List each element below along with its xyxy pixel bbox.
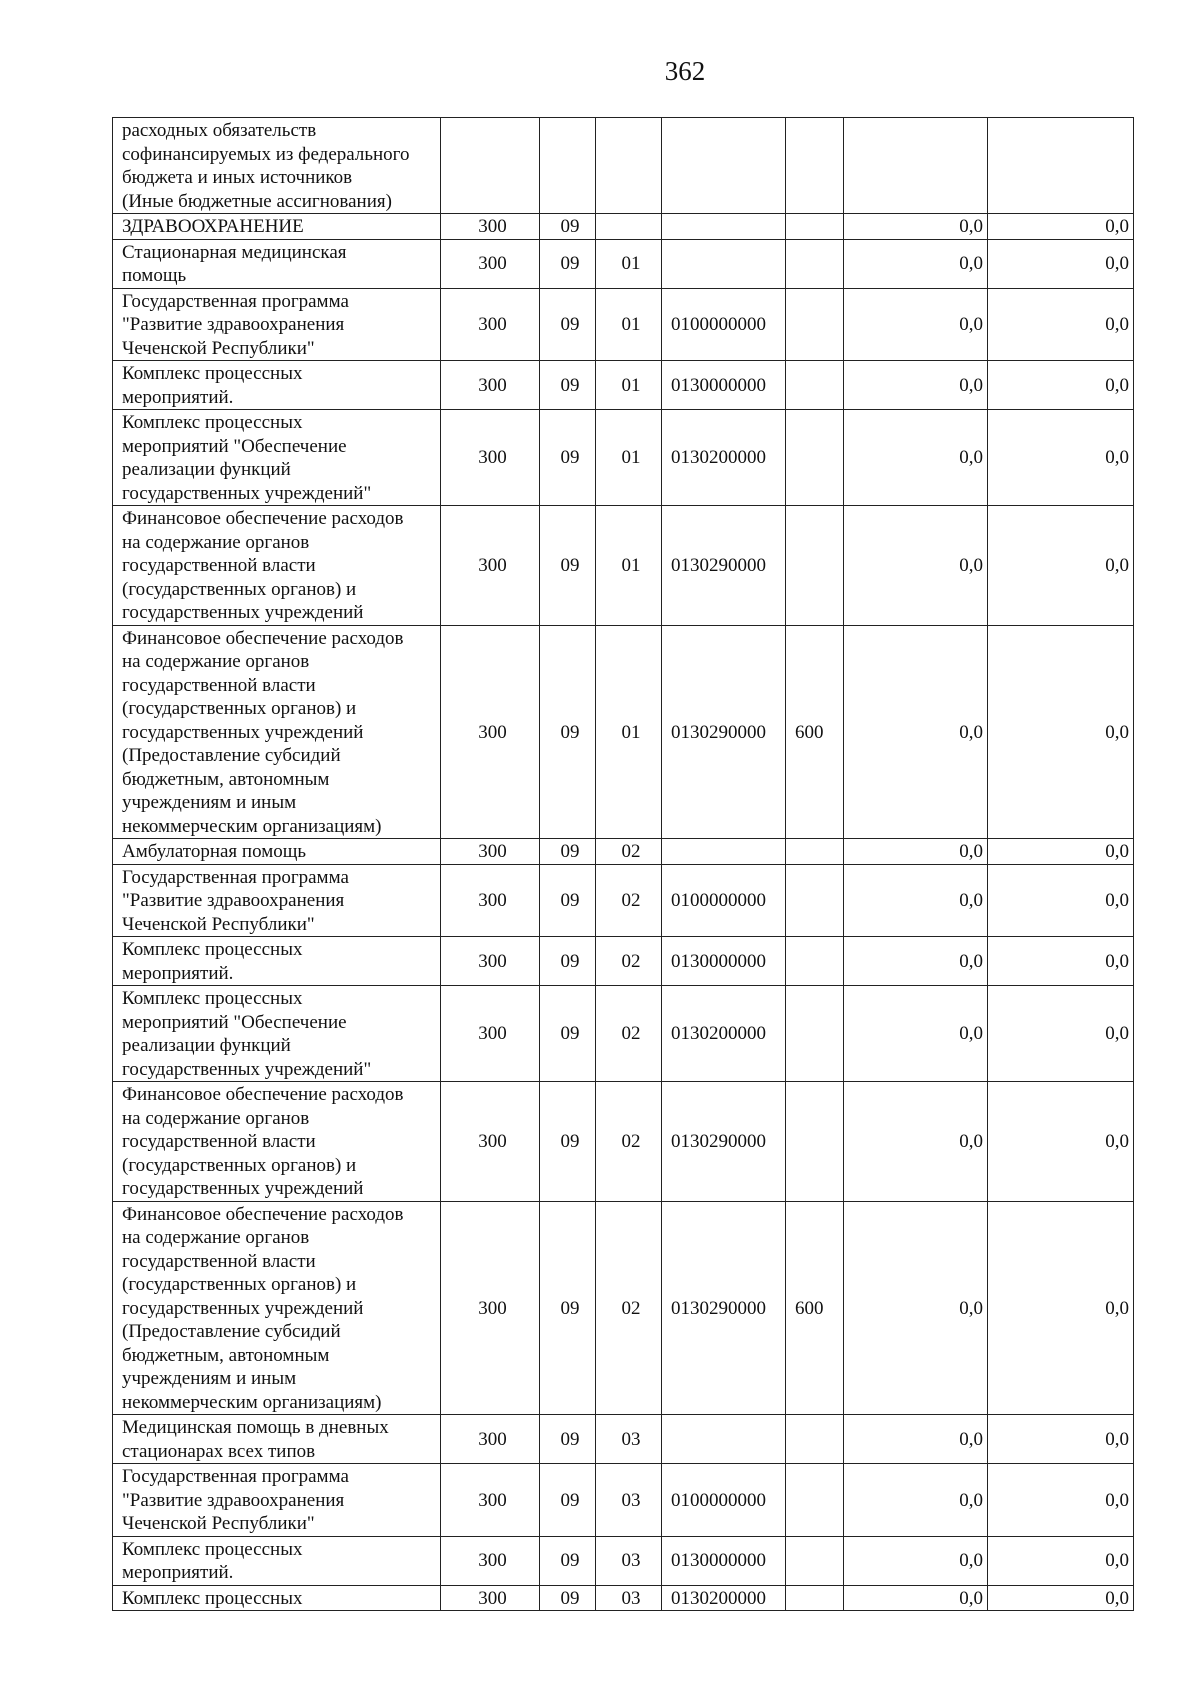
section-cell: 09 <box>540 937 596 986</box>
amount-cell-1: 0,0 <box>844 625 988 839</box>
row-name: Финансовое обеспечение расходов на содержание органов государственной власти (государственных органов) и государственных учреждений <box>113 1082 441 1202</box>
amount-cell-2: 0,0 <box>988 937 1134 986</box>
amount-cell-1: 0,0 <box>844 986 988 1082</box>
expense-type-cell <box>786 839 844 865</box>
table-row <box>113 937 1134 986</box>
amount-cell-1: 0,0 <box>844 1201 988 1415</box>
amount-cell-2: 0,0 <box>988 986 1134 1082</box>
expense-type-cell <box>786 1415 844 1464</box>
code-cell: 300 <box>441 506 540 626</box>
target-article-cell <box>662 1415 786 1464</box>
section-cell: 09 <box>540 1415 596 1464</box>
amount-cell-1: 0,0 <box>844 410 988 506</box>
target-article-cell <box>662 839 786 865</box>
subsection-cell <box>596 214 662 240</box>
expense-type-cell <box>786 1464 844 1537</box>
amount-cell-2: 0,0 <box>988 864 1134 937</box>
amount-cell-2: 0,0 <box>988 1536 1134 1585</box>
amount-cell-2: 0,0 <box>988 1585 1134 1611</box>
subsection-cell: 01 <box>596 239 662 288</box>
table-row <box>113 239 1134 288</box>
expense-type-cell: 600 <box>786 1201 844 1415</box>
subsection-cell: 02 <box>596 1082 662 1202</box>
code-cell: 300 <box>441 214 540 240</box>
target-article-cell: 0130200000 <box>662 410 786 506</box>
target-article-cell: 0130290000 <box>662 1082 786 1202</box>
subsection-cell <box>596 118 662 214</box>
row-name: Финансовое обеспечение расходов на содержание органов государственной власти (государственных органов) и государственных учреждений (Предоставление субсидий бюджетным, автономным учреждениям и иным некоммерческим организациям) <box>113 1201 441 1415</box>
row-name: Комплекс процессных мероприятий. <box>113 1536 441 1585</box>
amount-cell-1 <box>844 118 988 214</box>
subsection-cell: 03 <box>596 1415 662 1464</box>
table-row <box>113 1415 1134 1464</box>
table-row <box>113 839 1134 865</box>
amount-cell-2: 0,0 <box>988 239 1134 288</box>
code-cell: 300 <box>441 1585 540 1611</box>
amount-cell-1: 0,0 <box>844 214 988 240</box>
section-cell: 09 <box>540 1585 596 1611</box>
target-article-cell: 0100000000 <box>662 288 786 361</box>
subsection-cell: 02 <box>596 1201 662 1415</box>
subsection-cell: 01 <box>596 361 662 410</box>
row-name: Финансовое обеспечение расходов на содержание органов государственной власти (государственных органов) и государственных учреждений (Предоставление субсидий бюджетным, автономным учреждениям и иным некоммерческим организациям) <box>113 625 441 839</box>
amount-cell-2: 0,0 <box>988 625 1134 839</box>
amount-cell-2: 0,0 <box>988 214 1134 240</box>
subsection-cell: 02 <box>596 937 662 986</box>
subsection-cell: 02 <box>596 839 662 865</box>
code-cell: 300 <box>441 986 540 1082</box>
code-cell: 300 <box>441 288 540 361</box>
amount-cell-1: 0,0 <box>844 288 988 361</box>
row-name: Государственная программа "Развитие здравоохранения Чеченской Республики" <box>113 864 441 937</box>
target-article-cell <box>662 118 786 214</box>
expense-type-cell <box>786 506 844 626</box>
code-cell: 300 <box>441 1415 540 1464</box>
table-body <box>113 118 1134 1611</box>
expense-type-cell <box>786 937 844 986</box>
subsection-cell: 01 <box>596 410 662 506</box>
row-name: Комплекс процессных мероприятий. <box>113 937 441 986</box>
section-cell: 09 <box>540 239 596 288</box>
amount-cell-1: 0,0 <box>844 239 988 288</box>
table-row <box>113 214 1134 240</box>
target-article-cell: 0100000000 <box>662 1464 786 1537</box>
section-cell: 09 <box>540 288 596 361</box>
amount-cell-1: 0,0 <box>844 1464 988 1537</box>
amount-cell-2: 0,0 <box>988 361 1134 410</box>
section-cell: 09 <box>540 986 596 1082</box>
target-article-cell: 0130200000 <box>662 986 786 1082</box>
table-row <box>113 1082 1134 1202</box>
amount-cell-2: 0,0 <box>988 410 1134 506</box>
table-row <box>113 1464 1134 1537</box>
expense-type-cell <box>786 1536 844 1585</box>
table-row <box>113 361 1134 410</box>
expense-type-cell <box>786 1082 844 1202</box>
table-row <box>113 410 1134 506</box>
amount-cell-2: 0,0 <box>988 1464 1134 1537</box>
code-cell: 300 <box>441 937 540 986</box>
code-cell: 300 <box>441 361 540 410</box>
row-name: Амбулаторная помощь <box>113 839 441 865</box>
target-article-cell: 0130290000 <box>662 506 786 626</box>
section-cell: 09 <box>540 625 596 839</box>
table-row <box>113 1585 1134 1611</box>
section-cell: 09 <box>540 1082 596 1202</box>
budget-table <box>112 117 1134 1611</box>
subsection-cell: 01 <box>596 625 662 839</box>
expense-type-cell <box>786 239 844 288</box>
section-cell: 09 <box>540 1464 596 1537</box>
amount-cell-2: 0,0 <box>988 1082 1134 1202</box>
code-cell: 300 <box>441 1201 540 1415</box>
section-cell: 09 <box>540 839 596 865</box>
target-article-cell: 0130000000 <box>662 361 786 410</box>
row-name: Комплекс процессных мероприятий "Обеспечение реализации функций государственных учреждений" <box>113 986 441 1082</box>
subsection-cell: 03 <box>596 1585 662 1611</box>
code-cell <box>441 118 540 214</box>
target-article-cell: 0130290000 <box>662 625 786 839</box>
expense-type-cell <box>786 864 844 937</box>
section-cell: 09 <box>540 361 596 410</box>
row-name: расходных обязательств софинансируемых из федерального бюджета и иных источников (Иные бюджетные ассигнования) <box>113 118 441 214</box>
row-name: Комплекс процессных мероприятий. <box>113 361 441 410</box>
code-cell: 300 <box>441 410 540 506</box>
table-row <box>113 118 1134 214</box>
amount-cell-1: 0,0 <box>844 1082 988 1202</box>
amount-cell-2: 0,0 <box>988 1201 1134 1415</box>
code-cell: 300 <box>441 625 540 839</box>
code-cell: 300 <box>441 1536 540 1585</box>
row-name: Комплекс процессных мероприятий "Обеспечение реализации функций государственных учреждений" <box>113 410 441 506</box>
section-cell <box>540 118 596 214</box>
code-cell: 300 <box>441 839 540 865</box>
code-cell: 300 <box>441 864 540 937</box>
section-cell: 09 <box>540 410 596 506</box>
amount-cell-1: 0,0 <box>844 1536 988 1585</box>
row-name: Государственная программа "Развитие здравоохранения Чеченской Республики" <box>113 288 441 361</box>
section-cell: 09 <box>540 1536 596 1585</box>
target-article-cell: 0130200000 <box>662 1585 786 1611</box>
table-row <box>113 864 1134 937</box>
section-cell: 09 <box>540 864 596 937</box>
amount-cell-2: 0,0 <box>988 288 1134 361</box>
table-row <box>113 625 1134 839</box>
target-article-cell: 0130290000 <box>662 1201 786 1415</box>
subsection-cell: 03 <box>596 1464 662 1537</box>
table-row <box>113 506 1134 626</box>
table-row <box>113 1201 1134 1415</box>
table-row <box>113 288 1134 361</box>
amount-cell-1: 0,0 <box>844 506 988 626</box>
section-cell: 09 <box>540 214 596 240</box>
amount-cell-1: 0,0 <box>844 839 988 865</box>
amount-cell-1: 0,0 <box>844 864 988 937</box>
row-name: Государственная программа "Развитие здравоохранения Чеченской Республики" <box>113 1464 441 1537</box>
expense-type-cell <box>786 986 844 1082</box>
target-article-cell: 0130000000 <box>662 937 786 986</box>
row-name: Медицинская помощь в дневных стационарах всех типов <box>113 1415 441 1464</box>
code-cell: 300 <box>441 1082 540 1202</box>
subsection-cell: 02 <box>596 986 662 1082</box>
amount-cell-1: 0,0 <box>844 361 988 410</box>
section-cell: 09 <box>540 506 596 626</box>
amount-cell-1: 0,0 <box>844 1415 988 1464</box>
expense-type-cell <box>786 214 844 240</box>
table-row <box>113 986 1134 1082</box>
section-cell: 09 <box>540 1201 596 1415</box>
row-name: Финансовое обеспечение расходов на содержание органов государственной власти (государственных органов) и государственных учреждений <box>113 506 441 626</box>
code-cell: 300 <box>441 239 540 288</box>
amount-cell-1: 0,0 <box>844 1585 988 1611</box>
subsection-cell: 01 <box>596 288 662 361</box>
amount-cell-1: 0,0 <box>844 937 988 986</box>
amount-cell-2: 0,0 <box>988 1415 1134 1464</box>
row-name: ЗДРАВООХРАНЕНИЕ <box>113 214 441 240</box>
subsection-cell: 01 <box>596 506 662 626</box>
row-name: Стационарная медицинская помощь <box>113 239 441 288</box>
expense-type-cell <box>786 361 844 410</box>
expense-type-cell <box>786 410 844 506</box>
subsection-cell: 03 <box>596 1536 662 1585</box>
row-name: Комплекс процессных <box>113 1585 441 1611</box>
target-article-cell <box>662 239 786 288</box>
target-article-cell: 0100000000 <box>662 864 786 937</box>
amount-cell-2 <box>988 118 1134 214</box>
subsection-cell: 02 <box>596 864 662 937</box>
amount-cell-2: 0,0 <box>988 506 1134 626</box>
page-number: 362 <box>664 56 706 86</box>
target-article-cell <box>662 214 786 240</box>
target-article-cell: 0130000000 <box>662 1536 786 1585</box>
code-cell: 300 <box>441 1464 540 1537</box>
expense-type-cell <box>786 288 844 361</box>
expense-type-cell <box>786 118 844 214</box>
amount-cell-2: 0,0 <box>988 839 1134 865</box>
table-row <box>113 1536 1134 1585</box>
expense-type-cell <box>786 1585 844 1611</box>
expense-type-cell: 600 <box>786 625 844 839</box>
